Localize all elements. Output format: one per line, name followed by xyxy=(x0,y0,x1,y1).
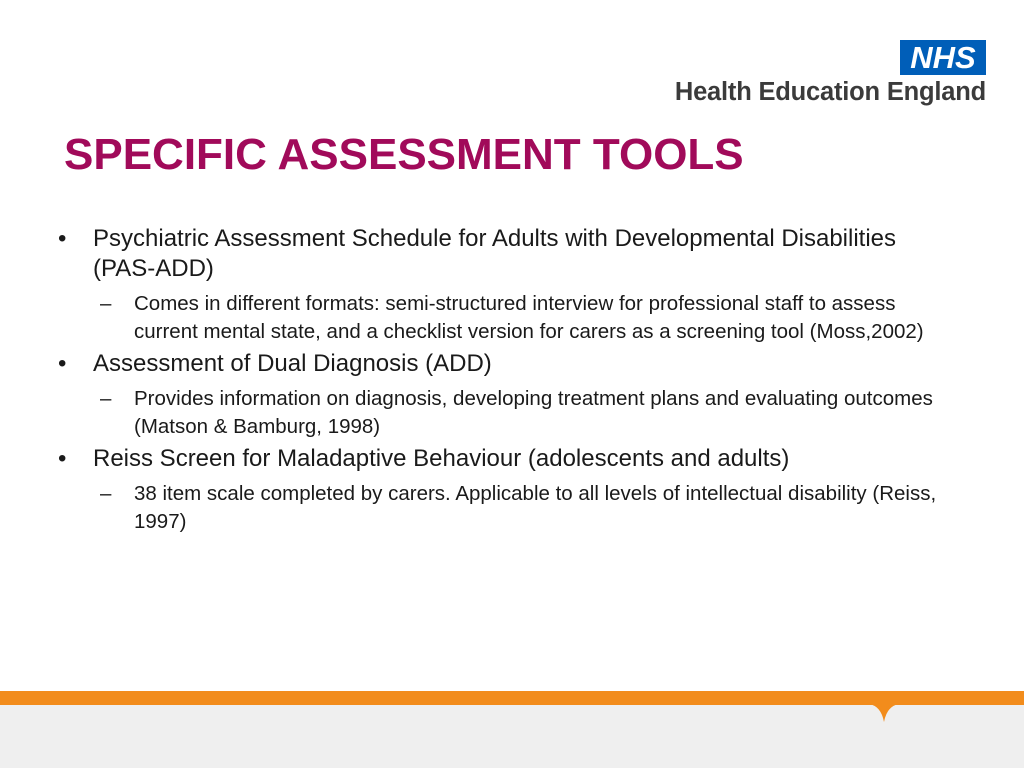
bullet-marker: • xyxy=(58,445,67,472)
bullet-marker: • xyxy=(58,225,67,252)
footer-notch xyxy=(869,704,899,722)
sub-bullet-marker: – xyxy=(100,387,112,410)
bullet-item xyxy=(58,349,938,379)
bullet-text: Reiss Screen for Maladaptive Behaviour (adolescents and adults) xyxy=(93,445,790,472)
sub-bullet-item xyxy=(58,480,938,535)
sub-bullet-text: Provides information on diagnosis, developing treatment plans and evaluating outcomes (Matson & Bamburg, 1998) xyxy=(134,387,933,438)
bullet-text: Psychiatric Assessment Schedule for Adults with Developmental Disabilities (PAS-ADD) xyxy=(93,225,897,282)
sub-bullet-text: Comes in different formats: semi-structured interview for professional staff to assess current mental state, and a checklist version for carers as a screening tool (Moss,2002) xyxy=(134,292,924,343)
bullet-marker: • xyxy=(58,350,67,377)
organisation-name: Health Education England xyxy=(674,78,986,106)
sub-bullet-item xyxy=(58,385,938,440)
sub-bullet-item xyxy=(58,290,938,345)
sub-bullet-marker: – xyxy=(100,482,112,505)
slide-title: SPECIFIC ASSESSMENT TOOLS xyxy=(64,130,744,179)
nhs-hee-logo xyxy=(626,40,986,112)
bullet-text: Assessment of Dual Diagnosis (ADD) xyxy=(93,350,492,377)
bullet-item xyxy=(58,444,938,474)
sub-bullet-text: 38 item scale completed by carers. Applicable to all levels of intellectual disability (Reiss, 1997) xyxy=(134,482,937,533)
footer-orange-band xyxy=(0,691,1024,705)
nhs-badge: NHS xyxy=(900,40,986,75)
bullet-list xyxy=(58,222,938,539)
sub-bullet-marker: – xyxy=(100,292,112,315)
bullet-item xyxy=(58,224,938,284)
